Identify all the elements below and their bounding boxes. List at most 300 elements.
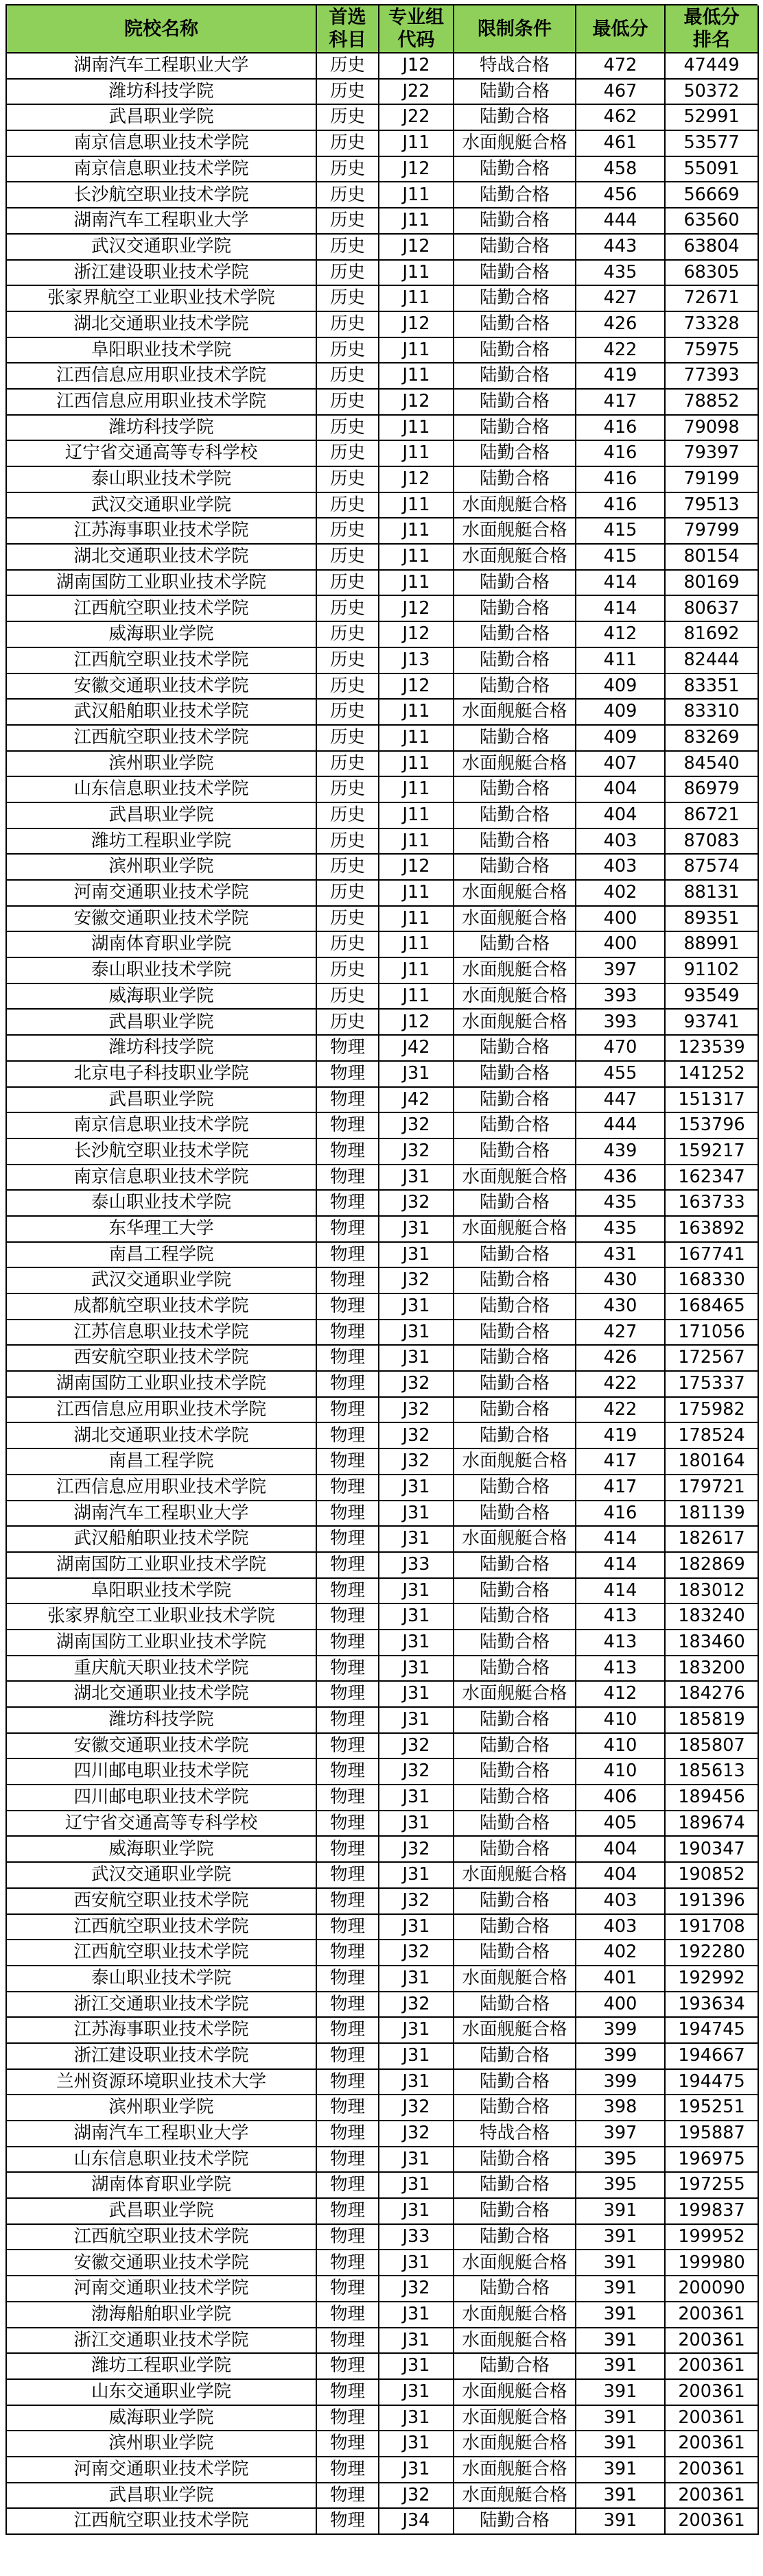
school-name-cell: 江苏海事职业技术学院: [7, 518, 317, 545]
school-name-cell: 河南交通职业技术学院: [7, 2276, 317, 2302]
group-code-cell: J12: [379, 53, 454, 80]
restriction-cell: 陆勤合格: [454, 2276, 576, 2302]
header-first-subject: [317, 5, 379, 53]
min-score-cell: 414: [576, 1579, 666, 1605]
group-code-cell: J32: [379, 1940, 454, 1966]
group-code-cell: J11: [379, 363, 454, 390]
min-score-cell: 409: [576, 700, 666, 726]
restriction-cell: 陆勤合格: [454, 1501, 576, 1527]
min-score-cell: 405: [576, 1811, 666, 1837]
restriction-cell: 陆勤合格: [454, 1604, 576, 1630]
min-score-cell: 402: [576, 1940, 666, 1966]
restriction-cell: 水面舰艇合格: [454, 984, 576, 1010]
min-rank-cell: 200361: [666, 2483, 759, 2509]
min-score-cell: 410: [576, 1734, 666, 1760]
school-name-cell: 西安航空职业技术学院: [7, 1889, 317, 1915]
min-score-cell: 435: [576, 1191, 666, 1217]
first-subject-cell: 物理: [317, 1527, 379, 1553]
first-subject-cell: 历史: [317, 907, 379, 933]
min-rank-cell: 79397: [666, 441, 759, 467]
min-rank-cell: 63804: [666, 235, 759, 261]
group-code-cell: J31: [379, 2199, 454, 2225]
school-name-cell: 河南交通职业技术学院: [7, 881, 317, 907]
school-name-cell: 南京信息职业技术学院: [7, 1113, 317, 1139]
min-rank-cell: 93549: [666, 984, 759, 1010]
restriction-cell: 陆勤合格: [454, 1346, 576, 1372]
school-name-cell: 泰山职业技术学院: [7, 467, 317, 493]
first-subject-cell: 历史: [317, 416, 379, 442]
school-name-cell: 兰州资源环境职业技术大学: [7, 2070, 317, 2096]
min-score-cell: 410: [576, 1759, 666, 1785]
first-subject-cell: 历史: [317, 182, 379, 208]
min-rank-cell: 47449: [666, 53, 759, 80]
restriction-cell: 陆勤合格: [454, 1423, 576, 1449]
school-name-cell: 湖南体育职业学院: [7, 2173, 317, 2199]
first-subject-cell: 历史: [317, 80, 379, 106]
school-name-cell: 湖南体育职业学院: [7, 932, 317, 958]
first-subject-cell: 历史: [317, 518, 379, 545]
header-min-rank: [666, 5, 759, 53]
group-code-cell: J31: [379, 1966, 454, 1992]
min-rank-cell: 199980: [666, 2250, 759, 2276]
min-rank-cell: 80154: [666, 545, 759, 571]
min-rank-cell: 83351: [666, 674, 759, 700]
restriction-cell: 陆勤合格: [454, 261, 576, 287]
group-code-cell: J31: [379, 1243, 454, 1269]
first-subject-cell: 历史: [317, 235, 379, 261]
min-score-cell: 393: [576, 1010, 666, 1036]
min-score-cell: 444: [576, 208, 666, 235]
first-subject-cell: 历史: [317, 984, 379, 1010]
min-score-cell: 393: [576, 984, 666, 1010]
school-name-cell: 武昌职业学院: [7, 803, 317, 829]
first-subject-cell: 历史: [317, 648, 379, 674]
first-subject-cell: 物理: [317, 1449, 379, 1475]
min-rank-cell: 192280: [666, 1940, 759, 1966]
school-name-cell: 南昌工程学院: [7, 1449, 317, 1475]
min-score-cell: 391: [576, 2199, 666, 2225]
group-code-cell: J31: [379, 2457, 454, 2483]
min-score-cell: 430: [576, 1294, 666, 1320]
first-subject-cell: 物理: [317, 1165, 379, 1191]
school-name-cell: 武昌职业学院: [7, 105, 317, 131]
group-code-cell: J31: [379, 1165, 454, 1191]
min-score-cell: 397: [576, 958, 666, 984]
min-rank-cell: 199952: [666, 2225, 759, 2251]
first-subject-cell: 历史: [317, 441, 379, 467]
school-name-cell: 河南交通职业技术学院: [7, 2457, 317, 2483]
restriction-cell: 陆勤合格: [454, 2225, 576, 2251]
min-rank-cell: 91102: [666, 958, 759, 984]
group-code-cell: J12: [379, 157, 454, 183]
school-name-cell: 江西航空职业技术学院: [7, 1940, 317, 1966]
group-code-cell: J11: [379, 907, 454, 933]
school-name-cell: 安徽交通职业技术学院: [7, 1734, 317, 1760]
school-name-cell: 阜阳职业技术学院: [7, 338, 317, 364]
school-name-cell: 江苏海事职业技术学院: [7, 2018, 317, 2044]
min-rank-cell: 56669: [666, 182, 759, 208]
min-rank-cell: 79098: [666, 416, 759, 442]
min-score-cell: 461: [576, 131, 666, 157]
group-code-cell: J32: [379, 1759, 454, 1785]
group-code-cell: J11: [379, 958, 454, 984]
first-subject-cell: 历史: [317, 700, 379, 726]
restriction-cell: 陆勤合格: [454, 571, 576, 597]
min-rank-cell: 200361: [666, 2431, 759, 2457]
min-score-cell: 403: [576, 855, 666, 881]
school-name-cell: 武昌职业学院: [7, 2199, 317, 2225]
first-subject-cell: 物理: [317, 1294, 379, 1320]
min-score-cell: 455: [576, 1062, 666, 1088]
min-rank-cell: 185807: [666, 1734, 759, 1760]
min-score-cell: 431: [576, 1243, 666, 1269]
group-code-cell: J31: [379, 1320, 454, 1346]
min-score-cell: 391: [576, 2225, 666, 2251]
group-code-cell: J32: [379, 1889, 454, 1915]
group-code-cell: J31: [379, 2406, 454, 2432]
first-subject-cell: 历史: [317, 726, 379, 752]
min-score-cell: 413: [576, 1656, 666, 1682]
school-name-cell: 成都航空职业技术学院: [7, 1294, 317, 1320]
min-score-cell: 416: [576, 493, 666, 519]
school-name-cell: 湖南汽车工程职业大学: [7, 1501, 317, 1527]
min-score-cell: 397: [576, 2121, 666, 2147]
school-name-cell: 潍坊科技学院: [7, 416, 317, 442]
restriction-cell: 陆勤合格: [454, 1915, 576, 1941]
first-subject-cell: 物理: [317, 1734, 379, 1760]
min-rank-cell: 182617: [666, 1527, 759, 1553]
min-rank-cell: 183240: [666, 1604, 759, 1630]
min-rank-cell: 79513: [666, 493, 759, 519]
restriction-cell: 水面舰艇合格: [454, 881, 576, 907]
group-code-cell: J42: [379, 1036, 454, 1062]
first-subject-cell: 物理: [317, 1656, 379, 1682]
first-subject-cell: 历史: [317, 363, 379, 390]
first-subject-cell: 历史: [317, 157, 379, 183]
restriction-cell: 陆勤合格: [454, 2173, 576, 2199]
first-subject-cell: 物理: [317, 1759, 379, 1785]
restriction-cell: 水面舰艇合格: [454, 907, 576, 933]
first-subject-cell: 物理: [317, 2483, 379, 2509]
min-rank-cell: 180164: [666, 1449, 759, 1475]
group-code-cell: J31: [379, 2354, 454, 2380]
min-score-cell: 395: [576, 2173, 666, 2199]
min-score-cell: 409: [576, 674, 666, 700]
restriction-cell: 陆勤合格: [454, 1656, 576, 1682]
min-rank-cell: 199837: [666, 2199, 759, 2225]
first-subject-cell: 物理: [317, 2199, 379, 2225]
min-score-cell: 412: [576, 622, 666, 648]
min-score-cell: 430: [576, 1268, 666, 1294]
min-score-cell: 413: [576, 1604, 666, 1630]
group-code-cell: J31: [379, 2147, 454, 2173]
restriction-cell: 陆勤合格: [454, 441, 576, 467]
restriction-cell: 陆勤合格: [454, 2044, 576, 2070]
restriction-cell: 陆勤合格: [454, 1243, 576, 1269]
school-name-cell: 江苏信息职业技术学院: [7, 1320, 317, 1346]
school-name-cell: 东华理工大学: [7, 1217, 317, 1243]
header-group-code-line1: 专业组: [388, 7, 444, 28]
first-subject-cell: 物理: [317, 1113, 379, 1139]
min-rank-cell: 183012: [666, 1579, 759, 1605]
group-code-cell: J11: [379, 700, 454, 726]
min-rank-cell: 183460: [666, 1630, 759, 1656]
restriction-cell: 陆勤合格: [454, 105, 576, 131]
restriction-cell: 陆勤合格: [454, 2354, 576, 2380]
min-score-cell: 436: [576, 1165, 666, 1191]
first-subject-cell: 历史: [317, 1010, 379, 1036]
min-score-cell: 399: [576, 2018, 666, 2044]
restriction-cell: 陆勤合格: [454, 648, 576, 674]
school-name-cell: 潍坊科技学院: [7, 80, 317, 106]
first-subject-cell: 物理: [317, 1398, 379, 1424]
min-rank-cell: 75975: [666, 338, 759, 364]
admission-score-sheet: [5, 4, 758, 2535]
restriction-cell: 水面舰艇合格: [454, 2431, 576, 2457]
restriction-cell: 陆勤合格: [454, 829, 576, 855]
group-code-cell: J11: [379, 752, 454, 778]
restriction-cell: 陆勤合格: [454, 596, 576, 622]
group-code-cell: J32: [379, 2483, 454, 2509]
restriction-cell: 水面舰艇合格: [454, 958, 576, 984]
group-code-cell: J12: [379, 467, 454, 493]
first-subject-cell: 物理: [317, 2509, 379, 2535]
min-rank-cell: 50372: [666, 80, 759, 106]
restriction-cell: 陆勤合格: [454, 1398, 576, 1424]
group-code-cell: J31: [379, 2044, 454, 2070]
min-score-cell: 412: [576, 1682, 666, 1708]
first-subject-cell: 历史: [317, 286, 379, 312]
min-rank-cell: 73328: [666, 312, 759, 338]
restriction-cell: 特战合格: [454, 53, 576, 80]
first-subject-cell: 物理: [317, 1915, 379, 1941]
school-name-cell: 湖南汽车工程职业大学: [7, 208, 317, 235]
min-score-cell: 391: [576, 2302, 666, 2328]
group-code-cell: J31: [379, 2302, 454, 2328]
min-score-cell: 426: [576, 1346, 666, 1372]
min-rank-cell: 86721: [666, 803, 759, 829]
school-name-cell: 南昌工程学院: [7, 1243, 317, 1269]
group-code-cell: J31: [379, 1527, 454, 1553]
group-code-cell: J11: [379, 416, 454, 442]
restriction-cell: 陆勤合格: [454, 1785, 576, 1811]
first-subject-cell: 历史: [317, 803, 379, 829]
first-subject-cell: 历史: [317, 493, 379, 519]
restriction-cell: 陆勤合格: [454, 803, 576, 829]
school-name-cell: 浙江交通职业技术学院: [7, 2328, 317, 2354]
min-rank-cell: 182869: [666, 1553, 759, 1579]
group-code-cell: J31: [379, 2070, 454, 2096]
first-subject-cell: 历史: [317, 674, 379, 700]
min-rank-cell: 82444: [666, 648, 759, 674]
first-subject-cell: 物理: [317, 1940, 379, 1966]
min-score-cell: 403: [576, 1915, 666, 1941]
restriction-cell: 陆勤合格: [454, 1372, 576, 1398]
school-name-cell: 湖南汽车工程职业大学: [7, 53, 317, 80]
restriction-cell: 陆勤合格: [454, 235, 576, 261]
min-rank-cell: 179721: [666, 1475, 759, 1501]
min-score-cell: 458: [576, 157, 666, 183]
school-name-cell: 辽宁省交通高等专科学校: [7, 1811, 317, 1837]
min-rank-cell: 84540: [666, 752, 759, 778]
group-code-cell: J31: [379, 1217, 454, 1243]
group-code-cell: J32: [379, 1191, 454, 1217]
group-code-cell: J11: [379, 518, 454, 545]
school-name-cell: 渤海船舶职业学院: [7, 2302, 317, 2328]
min-score-cell: 447: [576, 1088, 666, 1114]
group-code-cell: J11: [379, 803, 454, 829]
min-score-cell: 398: [576, 2095, 666, 2121]
group-code-cell: J32: [379, 1734, 454, 1760]
min-rank-cell: 175982: [666, 1398, 759, 1424]
min-rank-cell: 171056: [666, 1320, 759, 1346]
school-name-cell: 山东交通职业学院: [7, 2380, 317, 2406]
group-code-cell: J22: [379, 80, 454, 106]
min-score-cell: 416: [576, 1501, 666, 1527]
group-code-cell: J11: [379, 777, 454, 803]
group-code-cell: J31: [379, 1656, 454, 1682]
first-subject-cell: 物理: [317, 1811, 379, 1837]
group-code-cell: J11: [379, 286, 454, 312]
restriction-cell: 水面舰艇合格: [454, 2018, 576, 2044]
first-subject-cell: 历史: [317, 752, 379, 778]
first-subject-cell: 物理: [317, 1320, 379, 1346]
restriction-cell: 陆勤合格: [454, 726, 576, 752]
min-score-cell: 409: [576, 726, 666, 752]
min-rank-cell: 200361: [666, 2406, 759, 2432]
restriction-cell: 陆勤合格: [454, 1579, 576, 1605]
group-code-cell: J32: [379, 2121, 454, 2147]
restriction-cell: 水面舰艇合格: [454, 1165, 576, 1191]
first-subject-cell: 物理: [317, 1062, 379, 1088]
school-name-cell: 滨州职业学院: [7, 2095, 317, 2121]
group-code-cell: J31: [379, 1811, 454, 1837]
group-code-cell: J31: [379, 1501, 454, 1527]
group-code-cell: J31: [379, 2431, 454, 2457]
group-code-cell: J42: [379, 1088, 454, 1114]
first-subject-cell: 物理: [317, 1372, 379, 1398]
min-score-cell: 399: [576, 2070, 666, 2096]
min-score-cell: 410: [576, 1708, 666, 1734]
min-rank-cell: 81692: [666, 622, 759, 648]
restriction-cell: 特战合格: [454, 2121, 576, 2147]
group-code-cell: J11: [379, 182, 454, 208]
first-subject-cell: 历史: [317, 131, 379, 157]
first-subject-cell: 物理: [317, 2147, 379, 2173]
first-subject-cell: 历史: [317, 467, 379, 493]
min-score-cell: 417: [576, 1475, 666, 1501]
first-subject-cell: 物理: [317, 1682, 379, 1708]
group-code-cell: J31: [379, 2328, 454, 2354]
min-rank-cell: 72671: [666, 286, 759, 312]
school-name-cell: 江西航空职业技术学院: [7, 648, 317, 674]
min-rank-cell: 178524: [666, 1423, 759, 1449]
min-score-cell: 443: [576, 235, 666, 261]
restriction-cell: 水面舰艇合格: [454, 2483, 576, 2509]
restriction-cell: 陆勤合格: [454, 416, 576, 442]
school-name-cell: 重庆航天职业技术学院: [7, 1656, 317, 1682]
min-score-cell: 403: [576, 829, 666, 855]
min-score-cell: 422: [576, 338, 666, 364]
restriction-cell: 水面舰艇合格: [454, 545, 576, 571]
min-score-cell: 401: [576, 1966, 666, 1992]
school-name-cell: 江西航空职业技术学院: [7, 726, 317, 752]
group-code-cell: J12: [379, 855, 454, 881]
first-subject-cell: 物理: [317, 1243, 379, 1269]
min-rank-cell: 192992: [666, 1966, 759, 1992]
school-name-cell: 江西信息应用职业技术学院: [7, 390, 317, 416]
restriction-cell: 陆勤合格: [454, 2199, 576, 2225]
min-score-cell: 391: [576, 2406, 666, 2432]
min-rank-cell: 200361: [666, 2380, 759, 2406]
group-code-cell: J11: [379, 441, 454, 467]
restriction-cell: 陆勤合格: [454, 1475, 576, 1501]
min-score-cell: 404: [576, 1837, 666, 1863]
first-subject-cell: 物理: [317, 2457, 379, 2483]
first-subject-cell: 物理: [317, 1837, 379, 1863]
school-name-cell: 潍坊科技学院: [7, 1036, 317, 1062]
group-code-cell: J32: [379, 1113, 454, 1139]
first-subject-cell: 物理: [317, 1346, 379, 1372]
school-name-cell: 泰山职业技术学院: [7, 1966, 317, 1992]
group-code-cell: J11: [379, 261, 454, 287]
first-subject-cell: 历史: [317, 545, 379, 571]
min-rank-cell: 200361: [666, 2328, 759, 2354]
group-code-cell: J31: [379, 1346, 454, 1372]
first-subject-cell: 物理: [317, 1785, 379, 1811]
min-rank-cell: 184276: [666, 1682, 759, 1708]
school-name-cell: 滨州职业学院: [7, 2431, 317, 2457]
min-score-cell: 417: [576, 390, 666, 416]
restriction-cell: 陆勤合格: [454, 1088, 576, 1114]
first-subject-cell: 物理: [317, 2431, 379, 2457]
min-score-cell: 427: [576, 1320, 666, 1346]
restriction-cell: 水面舰艇合格: [454, 752, 576, 778]
min-rank-cell: 172567: [666, 1346, 759, 1372]
school-name-cell: 江西航空职业技术学院: [7, 2509, 317, 2535]
restriction-cell: 水面舰艇合格: [454, 2328, 576, 2354]
group-code-cell: J11: [379, 881, 454, 907]
min-score-cell: 439: [576, 1139, 666, 1165]
first-subject-cell: 物理: [317, 1217, 379, 1243]
min-rank-cell: 83310: [666, 700, 759, 726]
restriction-cell: 陆勤合格: [454, 80, 576, 106]
min-score-cell: 416: [576, 467, 666, 493]
school-name-cell: 长沙航空职业技术学院: [7, 182, 317, 208]
first-subject-cell: 物理: [317, 1708, 379, 1734]
restriction-cell: 水面舰艇合格: [454, 1682, 576, 1708]
first-subject-cell: 物理: [317, 1966, 379, 1992]
min-rank-cell: 123539: [666, 1036, 759, 1062]
min-score-cell: 456: [576, 182, 666, 208]
first-subject-cell: 物理: [317, 1268, 379, 1294]
group-code-cell: J11: [379, 131, 454, 157]
min-score-cell: 422: [576, 1372, 666, 1398]
school-name-cell: 四川邮电职业技术学院: [7, 1785, 317, 1811]
min-rank-cell: 200361: [666, 2509, 759, 2535]
min-score-cell: 400: [576, 907, 666, 933]
min-score-cell: 419: [576, 1423, 666, 1449]
restriction-cell: 水面舰艇合格: [454, 1527, 576, 1553]
min-rank-cell: 194667: [666, 2044, 759, 2070]
min-rank-cell: 88131: [666, 881, 759, 907]
min-score-cell: 462: [576, 105, 666, 131]
header-first-subject-line2: 科目: [329, 29, 366, 51]
min-rank-cell: 88991: [666, 932, 759, 958]
min-score-cell: 414: [576, 1553, 666, 1579]
school-name-cell: 威海职业学院: [7, 622, 317, 648]
restriction-cell: 陆勤合格: [454, 777, 576, 803]
